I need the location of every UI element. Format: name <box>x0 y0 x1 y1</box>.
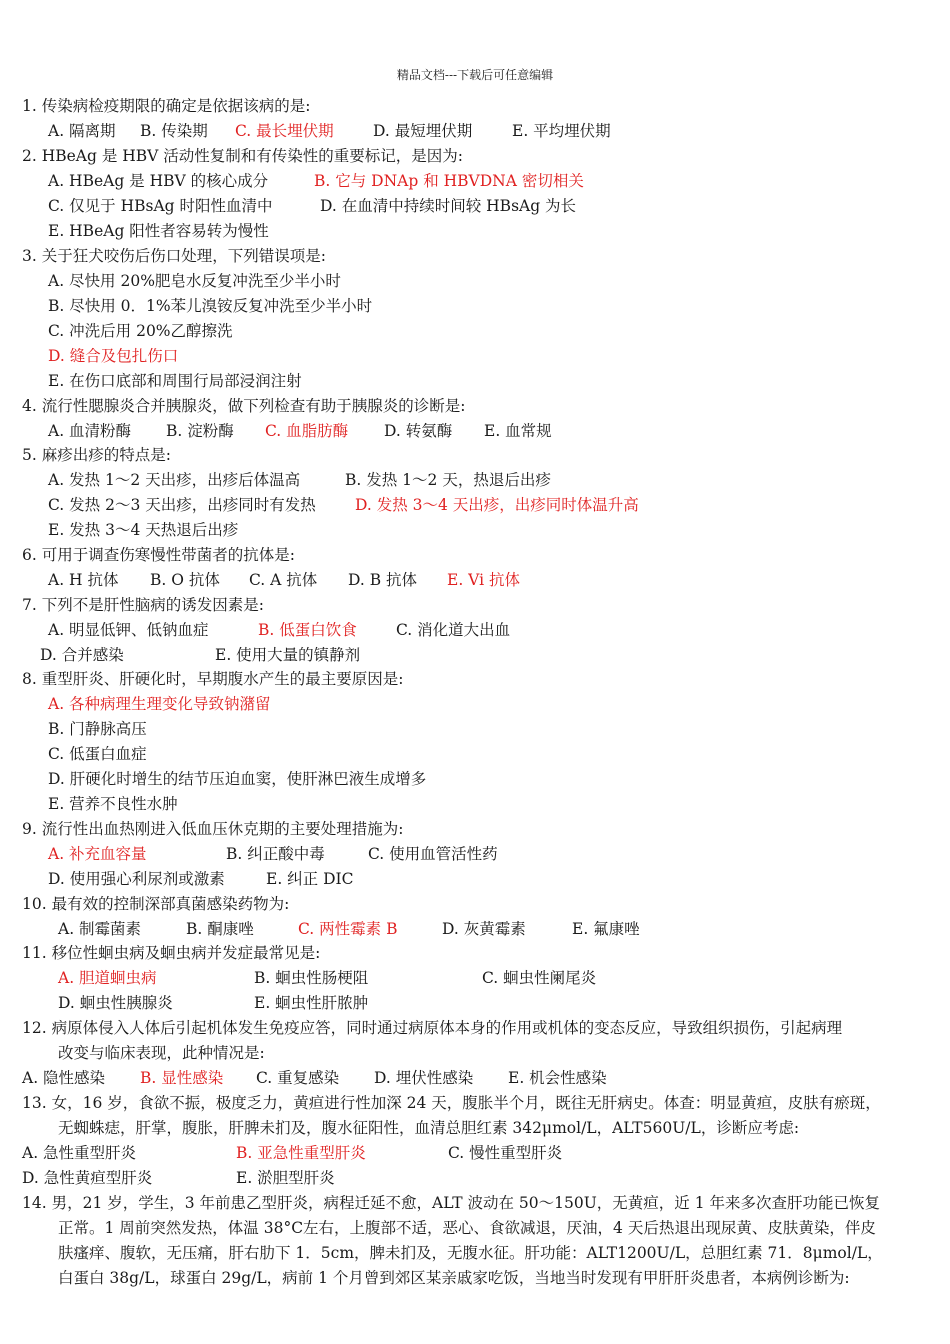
option: D. B 抗体 <box>348 571 418 589</box>
option: B. 门静脉高压 <box>48 720 147 738</box>
question-stem: 12. 病原体侵入人体后引起机体发生免疫应答，同时通过病原体本身的作用或机体的变态反应，导致组织损伤，引起病理 <box>22 1019 843 1037</box>
question-stem: 2. HBeAg 是 HBV 活动性复制和有传染性的重要标记，是因为: <box>22 147 464 165</box>
correct-option: E. Vi 抗体 <box>447 571 520 589</box>
question-stem: 14. 男，21 岁，学生，3 年前患乙型肝炎，病程迁延不愈，ALT 波动在 50～150U，无黄疸，近 1 年来多次查肝功能已恢复 <box>22 1194 881 1212</box>
correct-option: C. 两性霉素 B <box>298 920 398 938</box>
question-stem: 7. 下列不是肝性脑病的诱发因素是: <box>22 596 264 614</box>
option: A. 明显低钾、低钠血症 <box>48 621 209 639</box>
correct-option: C. 血脂肪酶 <box>265 422 349 440</box>
question-stem: 10. 最有效的控制深部真菌感染药物为: <box>22 895 290 913</box>
question-stem: 5. 麻疹出疹的特点是: <box>22 446 171 464</box>
option: D. 最短埋伏期 <box>373 122 473 140</box>
correct-option: B. 显性感染 <box>140 1069 224 1087</box>
option: D. 合并感染 <box>40 646 124 664</box>
option: E. 蛔虫性肝脓肿 <box>254 994 369 1012</box>
option: A. HBeAg 是 HBV 的核心成分 <box>48 172 269 190</box>
question-stem-continued: 改变与临床表现，此种情况是: <box>58 1044 265 1062</box>
option: B. 酮康唑 <box>186 920 254 938</box>
option: B. 纠正酸中毒 <box>226 845 325 863</box>
option: A. 血清粉酶 <box>48 422 132 440</box>
option: C. 低蛋白血症 <box>48 745 147 763</box>
option: C. A 抗体 <box>249 571 318 589</box>
correct-option: C. 最长埋伏期 <box>235 122 334 140</box>
option: C. 仅见于 HBsAg 时阳性血清中 <box>48 197 273 215</box>
correct-option: B. 它与 DNAp 和 HBVDNA 密切相关 <box>314 172 584 190</box>
option: D. 灰黄霉素 <box>442 920 526 938</box>
option: E. 营养不良性水肿 <box>48 795 178 813</box>
correct-option: B. 亚急性重型肝炎 <box>236 1144 366 1162</box>
option: C. 消化道大出血 <box>396 621 511 639</box>
option: B. O 抗体 <box>150 571 220 589</box>
option: B. 淀粉酶 <box>166 422 234 440</box>
option: D. 在血清中持续时间较 HBsAg 为长 <box>320 197 577 215</box>
question-stem: 13. 女，16 岁，食欲不振，极度乏力，黄疸进行性加深 24 天，腹胀半个月，既往无肝病史。体查：明显黄疸，皮肤有瘀斑， <box>22 1094 881 1112</box>
option: E. 机会性感染 <box>508 1069 607 1087</box>
correct-option: D. 缝合及包扎伤口 <box>48 347 179 365</box>
option: A. 制霉菌素 <box>58 920 142 938</box>
option: E. 发热 3～4 天热退后出疹 <box>48 521 239 539</box>
option: E. 纠正 DIC <box>266 870 354 888</box>
option: D. 转氨酶 <box>384 422 453 440</box>
option: B. 传染期 <box>140 122 208 140</box>
option: E. 氟康唑 <box>572 920 640 938</box>
question-stem: 6. 可用于调查伤寒慢性带菌者的抗体是: <box>22 546 295 564</box>
option: C. 冲洗后用 20%乙醇擦洗 <box>48 322 233 340</box>
page-header: 精品文档---下载后可任意编辑 <box>396 68 554 82</box>
option: C. 蛔虫性阑尾炎 <box>482 969 597 987</box>
option: A. H 抗体 <box>48 571 119 589</box>
correct-option: A. 各种病理生理变化导致钠潴留 <box>48 695 271 713</box>
correct-option: D. 发热 3～4 天出疹，出疹同时体温升高 <box>355 496 639 514</box>
question-stem-continued: 肤瘙痒、腹软，无压痛，肝右肋下 1．5cm，脾未扪及，无腹水征。肝功能：ALT1200U/L，总胆红素 71．8μmol/L， <box>58 1244 883 1262</box>
question-stem-continued: 白蛋白 38g/L，球蛋白 29g/L，病前 1 个月曾到郊区某亲戚家吃饭，当地当时发现有甲肝肝炎患者，本病例诊断为: <box>58 1269 850 1287</box>
option: C. 使用血管活性药 <box>368 845 498 863</box>
question-stem: 11. 移位性蛔虫病及蛔虫病并发症最常见是: <box>22 944 321 962</box>
option: C. 发热 2～3 天出疹，出疹同时有发热 <box>48 496 316 514</box>
correct-option: A. 胆道蛔虫病 <box>58 969 157 987</box>
question-stem: 8. 重型肝炎、肝硬化时，早期腹水产生的最主要原因是: <box>22 670 404 688</box>
option: A. 隔离期 <box>48 122 116 140</box>
option: C. 重复感染 <box>256 1069 340 1087</box>
option: E. HBeAg 阳性者容易转为慢性 <box>48 222 269 240</box>
option: A. 急性重型肝炎 <box>22 1144 137 1162</box>
option: C. 慢性重型肝炎 <box>448 1144 563 1162</box>
option: B. 发热 1～2 天，热退后出疹 <box>345 471 551 489</box>
option: D. 埋伏性感染 <box>374 1069 474 1087</box>
option: E. 平均埋伏期 <box>512 122 611 140</box>
question-stem-continued: 正常。1 周前突然发热，体温 38°C左右，上腹部不适，恶心、食欲减退，厌油，4 天后热退出现尿黄、皮肤黄染，伴皮 <box>58 1219 876 1237</box>
option: E. 血常规 <box>484 422 552 440</box>
option: A. 尽快用 20%肥皂水反复冲洗至少半小时 <box>48 272 341 290</box>
option: D. 蛔虫性胰腺炎 <box>58 994 173 1012</box>
question-stem: 9. 流行性出血热刚进入低血压休克期的主要处理措施为: <box>22 820 404 838</box>
option: A. 隐性感染 <box>22 1069 106 1087</box>
option: E. 使用大量的镇静剂 <box>215 646 361 664</box>
option: E. 淤胆型肝炎 <box>236 1169 335 1187</box>
question-stem-continued: 无蜘蛛痣，肝掌，腹胀，肝脾未扪及，腹水征阳性，血清总胆红素 342μmol/L，ALT560U/L，诊断应考虑: <box>58 1119 800 1137</box>
question-stem: 3. 关于狂犬咬伤后伤口处理，下列错误项是: <box>22 247 326 265</box>
option: A. 发热 1～2 天出疹，出疹后体温高 <box>48 471 301 489</box>
correct-option: A. 补充血容量 <box>48 845 147 863</box>
question-stem: 1. 传染病检疫期限的确定是依据该病的是: <box>22 97 311 115</box>
option: E. 在伤口底部和周围行局部浸润注射 <box>48 372 302 390</box>
option: B. 蛔虫性肠梗阻 <box>254 969 369 987</box>
question-stem: 4. 流行性腮腺炎合并胰腺炎，做下列检查有助于胰腺炎的诊断是: <box>22 397 466 415</box>
option: D. 使用强心利尿剂或激素 <box>48 870 225 888</box>
option: B. 尽快用 0．1%苯儿溴铵反复冲洗至少半小时 <box>48 297 373 315</box>
correct-option: B. 低蛋白饮食 <box>258 621 357 639</box>
option: D. 肝硬化时增生的结节压迫血窦，使肝淋巴液生成增多 <box>48 770 427 788</box>
option: D. 急性黄疸型肝炎 <box>22 1169 153 1187</box>
